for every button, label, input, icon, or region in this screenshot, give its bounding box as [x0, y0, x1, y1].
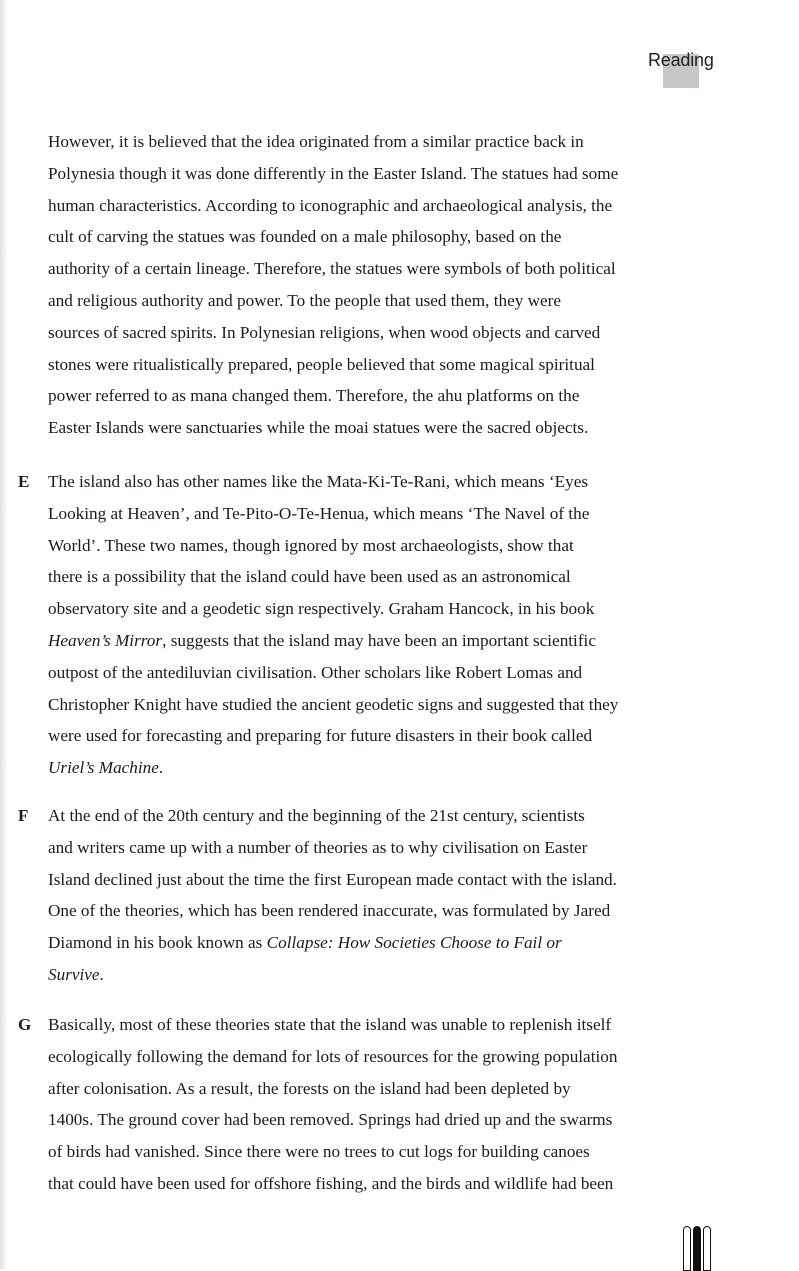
text-line: ecologically following the demand for lots of resources for the growing population: [48, 1046, 618, 1066]
book-title-collapse: Collapse: How Societies Choose to Fail or: [266, 933, 562, 953]
text-line: Easter Islands were sanctuaries while the moai statues were the sacred objects.: [48, 418, 589, 438]
book-title-collapse-continued: Survive: [48, 964, 100, 984]
text-line: Polynesia though it was done differently in the Easter Island. The statues had some: [48, 163, 619, 183]
text-line: after colonisation. As a result, the forests on the island had been depleted by: [48, 1078, 571, 1098]
section-tab: [648, 50, 714, 71]
paragraph-f: [18, 800, 728, 991]
text-line: Island declined just about the time the first European made contact with the island.: [48, 869, 617, 889]
section-tab-label: Reading: [648, 50, 714, 70]
page-number: [683, 1226, 713, 1271]
text-line: of birds had vanished. Since there were no trees to cut logs for building canoes: [48, 1142, 590, 1162]
text-line: and writers came up with a number of theories as to why civilisation on Easter: [48, 837, 588, 857]
text-line: human characteristics. According to iconographic and archaeological analysis, the: [48, 195, 613, 215]
text-line-with-title: Heaven’s Mirror, suggests that the island may have been an important scientific: [48, 630, 596, 650]
text-line: cult of carving the statues was founded on a male philosophy, based on the: [48, 227, 562, 247]
paragraph-letter: E: [18, 472, 30, 491]
text-line: stones were ritualistically prepared, people believed that some magical spiritual: [48, 354, 595, 374]
page-number-digit-bar: [693, 1226, 701, 1271]
text-line: One of the theories, which has been rendered inaccurate, was formulated by Jared: [48, 901, 611, 921]
text-line: Looking at Heaven’, and Te-Pito-O-Te-Henua, which means ‘The Navel of the: [48, 503, 590, 523]
text-line: and religious authority and power. To the people that used them, they were: [48, 290, 562, 310]
text-line: However, it is believed that the idea originated from a similar practice back in: [48, 132, 584, 151]
text-line: were used for forecasting and preparing for future disasters in their book called: [48, 726, 593, 746]
text-line: At the end of the 20th century and the beginning of the 21st century, scientists: [48, 806, 585, 825]
paragraph-d-continued: [48, 126, 728, 444]
text-line: that could have been used for offshore fishing, and the birds and wildlife had been: [48, 1173, 614, 1193]
text-line: outpost of the antediluvian civilisation. Other scholars like Robert Lomas and: [48, 662, 583, 682]
text-line: World’. These two names, though ignored by most archaeologists, show that: [48, 535, 574, 555]
text-line: 1400s. The ground cover had been removed. Springs had dried up and the swarms: [48, 1110, 613, 1130]
paragraph-e: [18, 466, 728, 784]
page-number-digit-bar: [683, 1226, 691, 1271]
page-binding-edge: [0, 0, 8, 1269]
paragraph-letter: F: [18, 806, 29, 825]
text-line-with-title: Uriel’s Machine.: [48, 758, 164, 778]
page-number-digit-bar: [703, 1226, 711, 1271]
book-title-uriels-machine: Uriel’s Machine: [48, 758, 159, 778]
paragraph-g: [18, 1009, 728, 1200]
text-line: The island also has other names like the Mata-Ki-Te-Rani, which means ‘Eyes: [48, 472, 589, 491]
book-title-heavens-mirror: Heaven’s Mirror: [48, 630, 163, 650]
text-line: Christopher Knight have studied the ancient geodetic signs and suggested that they: [48, 694, 619, 714]
paragraph-letter: G: [18, 1015, 32, 1034]
text-line-with-title: Survive.: [48, 964, 104, 984]
text-line: there is a possibility that the island could have been used as an astronomical: [48, 567, 571, 587]
text-line: Basically, most of these theories state that the island was unable to replenish itself: [48, 1015, 612, 1034]
text-line: observatory site and a geodetic sign respectively. Graham Hancock, in his book: [48, 599, 595, 619]
text-line: sources of sacred spirits. In Polynesian religions, when wood objects and carved: [48, 322, 601, 342]
text-line-with-title: Diamond in his book known as Collapse: How Societies Choose to Fail or: [48, 933, 562, 953]
text-line: authority of a certain lineage. Therefore, the statues were symbols of both political: [48, 259, 616, 279]
text-line: power referred to as mana changed them. Therefore, the ahu platforms on the: [48, 386, 580, 406]
